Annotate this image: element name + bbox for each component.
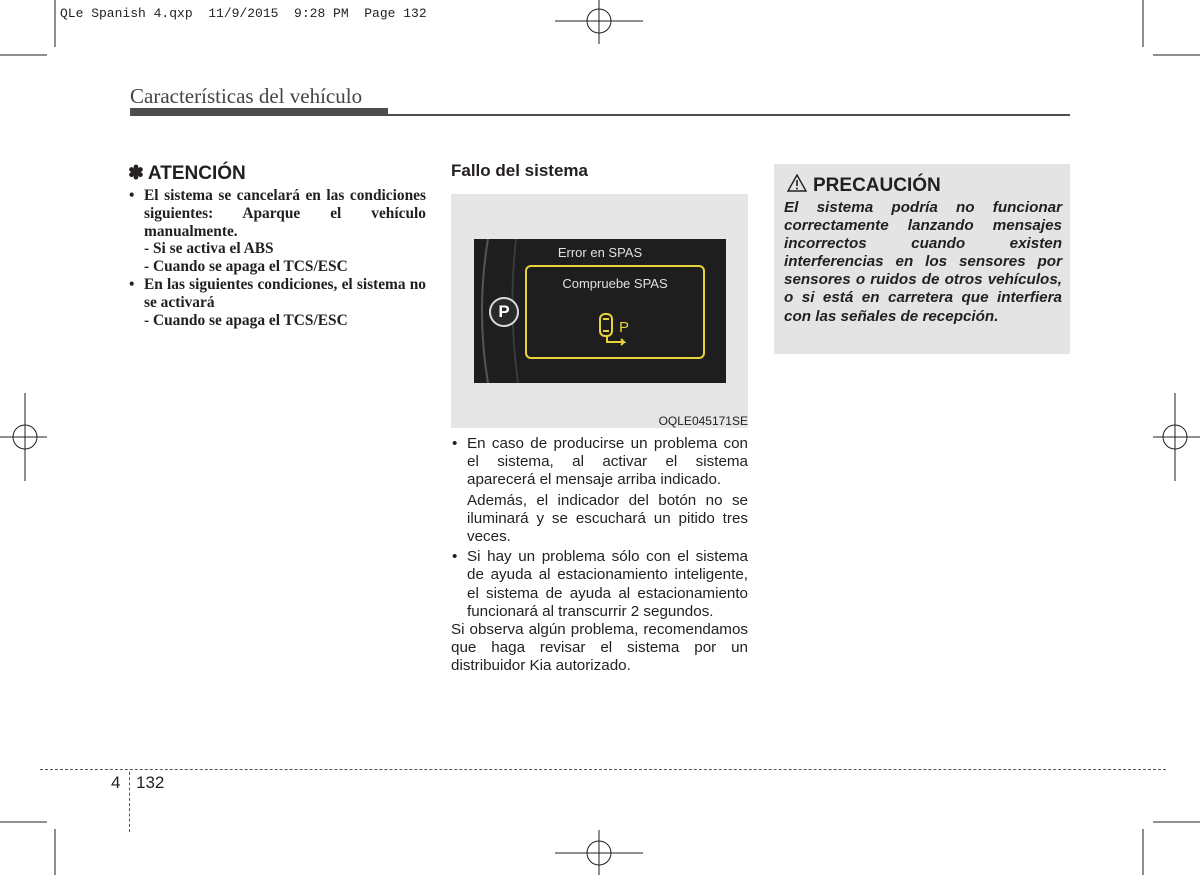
- caution-heading: [787, 174, 941, 197]
- spas-p-text: P: [619, 319, 630, 336]
- failure-para2-text: Si hay un problema sólo con el sistema de ayuda al estacionamiento inteligente, el sistema de ayuda al estacionamiento funcionará al transcurrir 2 segundos.: [467, 548, 748, 620]
- asterisk-icon: ✽: [128, 163, 144, 184]
- attention-title: ATENCIÓN: [147, 163, 246, 184]
- bullet-icon: •: [452, 435, 458, 452]
- attention-heading: [128, 162, 426, 185]
- cluster-display: [474, 239, 726, 383]
- failure-para1-text: En caso de producirse un problema con el sistema, al activar el sistema aparecerá el mensaje arriba indicado.: [467, 435, 748, 489]
- section-number: 4: [111, 773, 121, 792]
- failure-para3: Si observa algún problema, recomendamos que haga revisar el sistema por un distribuidor Kia autorizado.: [451, 621, 748, 675]
- header-rule-accent: [130, 108, 388, 116]
- footer-divider: [129, 772, 130, 832]
- failure-para1b: Además, el indicador del botón no se iluminará y se escuchará un pitido tres veces.: [467, 491, 748, 546]
- section-title: Características del vehículo: [130, 84, 363, 108]
- failure-text: [451, 435, 748, 676]
- attention-item1-text: El sistema se cancelará en las condiciones siguientes: Aparque el vehículo manualmente.: [144, 187, 426, 240]
- cluster-error-text: Error en SPAS: [557, 245, 643, 260]
- bullet-icon: •: [129, 275, 135, 293]
- failure-para2: [451, 548, 748, 621]
- list-item: [128, 276, 426, 329]
- attention-item1-sub1: - Si se activa el ABS: [144, 240, 274, 258]
- gear-indicator-text: P: [498, 302, 510, 321]
- attention-box: [128, 162, 426, 329]
- attention-list: [128, 187, 426, 329]
- caution-text: El sistema podría no funcionar correctamente lanzando mensajes incorrectos cuando existen interferencias en los sensores por sensores o ruidos de otros vehículos, o si está en carretera que interfiera con las señales de recepción.: [784, 199, 1062, 325]
- image-code: OQLE045171SE: [658, 414, 748, 428]
- failure-heading: Fallo del sistema: [451, 161, 588, 180]
- caution-title: PRECAUCIÓN: [813, 175, 941, 196]
- footer-rule: [40, 769, 1166, 770]
- print-slug: QLe Spanish 4.qxp 11/9/2015 9:28 PM Page 132: [60, 6, 427, 21]
- failure-para1: [451, 435, 748, 490]
- list-item: [128, 187, 426, 276]
- attention-item2-text: En las siguientes condiciones, el sistema no se activará: [144, 275, 426, 311]
- bullet-icon: •: [129, 187, 135, 204]
- bullet-icon: •: [452, 548, 458, 566]
- warning-triangle-icon: [787, 174, 807, 192]
- attention-item1-sub2: - Cuando se apaga el TCS/ESC: [144, 258, 348, 276]
- cluster-check-text: Compruebe SPAS: [562, 276, 668, 291]
- attention-item2-sub1: - Cuando se apaga el TCS/ESC: [144, 311, 348, 329]
- page-number: 132: [136, 773, 165, 792]
